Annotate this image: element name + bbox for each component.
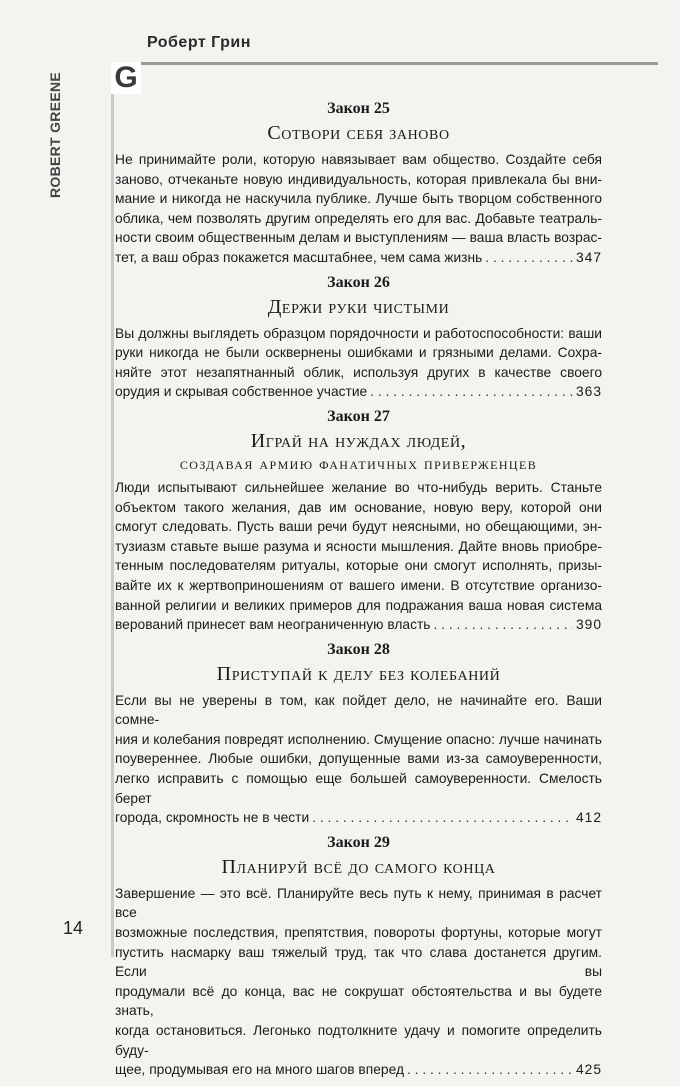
law-number: Закон 25 [327, 100, 390, 117]
side-author-label: ROBERT GREENE [47, 71, 63, 198]
dot-leader [370, 382, 573, 402]
law-title: Играй на нуждах людей, [250, 429, 467, 452]
running-header-author: Роберт Грин [147, 34, 251, 51]
law-number: Закон 29 [327, 833, 390, 851]
description-line: ности своим общественным делам и выступлениям — ваша власть возрас- [115, 230, 602, 246]
description-line: Завершение — это всё. Планируйте весь путь к нему, принимая в расчет все [115, 885, 602, 921]
description-line: Вы должны выглядеть образцом порядочности и работоспособности: ваши [115, 325, 602, 341]
description-line: объектом такого желания, дав им основание, новую веру, которой они [115, 499, 602, 515]
toc-entry [115, 100, 602, 268]
dot-leader [485, 248, 573, 268]
toc-entry [115, 274, 602, 402]
description-line: Люди испытывают сильнейшее желание во что-нибудь верить. Станьте [115, 479, 602, 495]
description-line: тузиазм ставьте выше разума и ясности мышления. Дайте вновь приобре- [115, 538, 602, 554]
description-line: Не принимайте роли, которую навязывает вам общество. Создайте себя [115, 152, 602, 167]
table-of-contents [115, 100, 602, 1086]
margin-rule [111, 62, 114, 957]
toc-entry [115, 408, 602, 635]
description-line: заново, отчеканьте новую индивидуальность, которая привлекала бы вни- [115, 171, 602, 187]
description-line: пустить насмарку ваш тяжелый труд, так что слава достанется другим. Если вы [115, 944, 602, 980]
toc-leader-line [115, 615, 602, 635]
toc-leader-line [115, 1060, 602, 1080]
toc-leader-line [115, 248, 602, 268]
description-line: поувереннее. Любые ошибки, допущенные вами из-за самоуверенности, [115, 751, 602, 767]
law-description [115, 478, 602, 635]
description-line: легко исправить с помощью еще большей самоуверенности. Смелость берет [115, 771, 602, 806]
law-title: Держи руки чистыми [267, 295, 450, 318]
description-line: руки никогда не были осквернены ошибками и грязными делами. Сохра- [115, 345, 602, 361]
description-line: ванной религии и великих примеров для подражания ваша новая система [115, 597, 602, 613]
page-reference: 412 [575, 810, 602, 826]
law-title: Приступай к делу без колебаний [216, 662, 501, 685]
page-reference: 390 [575, 617, 602, 633]
law-title: Планируй всё до самого конца [221, 855, 496, 878]
page-number: 14 [63, 918, 84, 938]
dot-leader [407, 1060, 573, 1080]
toc-leader-line [115, 382, 602, 402]
description-line: вайте их к жертвоприношениям от вашего имени. В отсутствие организо- [115, 577, 602, 593]
description-line: возможные последствия, препятствия, повороты фортуны, которые могут [115, 925, 602, 941]
description-line: Если вы не уверены в том, как пойдет дело, не начинайте его. Ваши сомне- [115, 692, 602, 728]
page-reference: 363 [575, 384, 602, 400]
toc-entry [115, 834, 602, 1080]
description-last-line: щее, продумывая его на много шагов вперед [115, 1062, 404, 1078]
description-last-line: города, скромность не в чести [115, 810, 310, 826]
law-number: Закон 27 [327, 407, 390, 425]
description-line: смогут следовать. Пусть ваши речи будут неясными, но обещающими, эн- [115, 519, 602, 535]
law-description [115, 691, 602, 828]
description-last-line: орудия и скрывая собственное участие [115, 384, 368, 400]
dot-leader [433, 615, 572, 635]
law-description [115, 150, 602, 268]
description-last-line: верований принесет вам неограниченную власть [115, 617, 431, 633]
header-rule [115, 62, 658, 65]
toc-leader-line [115, 808, 602, 828]
description-line: няйте этот незапятнанный облик, используя других в качестве своего [115, 364, 602, 380]
law-subtitle: создавая армию фанатичных приверженцев [179, 453, 538, 473]
law-description [115, 324, 602, 402]
description-line: продумали всё до конца, вас не сокрушат обстоятельства и вы будете знать, [115, 983, 602, 1019]
page-reference: 425 [575, 1062, 602, 1078]
description-line: когда остановиться. Легонько подтолкните удачу и помогите определить буду- [115, 1023, 602, 1058]
law-title: Сотвори себя заново [267, 122, 450, 144]
law-description [115, 884, 602, 1080]
logo-letter: G [111, 62, 141, 94]
description-line: облика, чем позволять другим определять его для вас. Добавьте театраль- [115, 210, 602, 226]
description-line: мание и никогда не наскучила публике. Лучше быть творцом собственного [115, 191, 602, 207]
dot-leader [312, 808, 573, 828]
law-number: Закон 26 [327, 273, 390, 291]
description-line: тенным последователям ритуалы, которые они смогут исполнять, призы- [115, 558, 602, 574]
description-line: ния и колебания повредят исполнению. Смущение опасно: лучше начинать [115, 731, 602, 747]
page-reference: 347 [575, 249, 602, 265]
toc-entry [115, 641, 602, 828]
description-last-line: тет, а ваш образ покажется масштабнее, чем сама жизнь [115, 249, 483, 265]
law-number: Закон 28 [327, 640, 390, 658]
